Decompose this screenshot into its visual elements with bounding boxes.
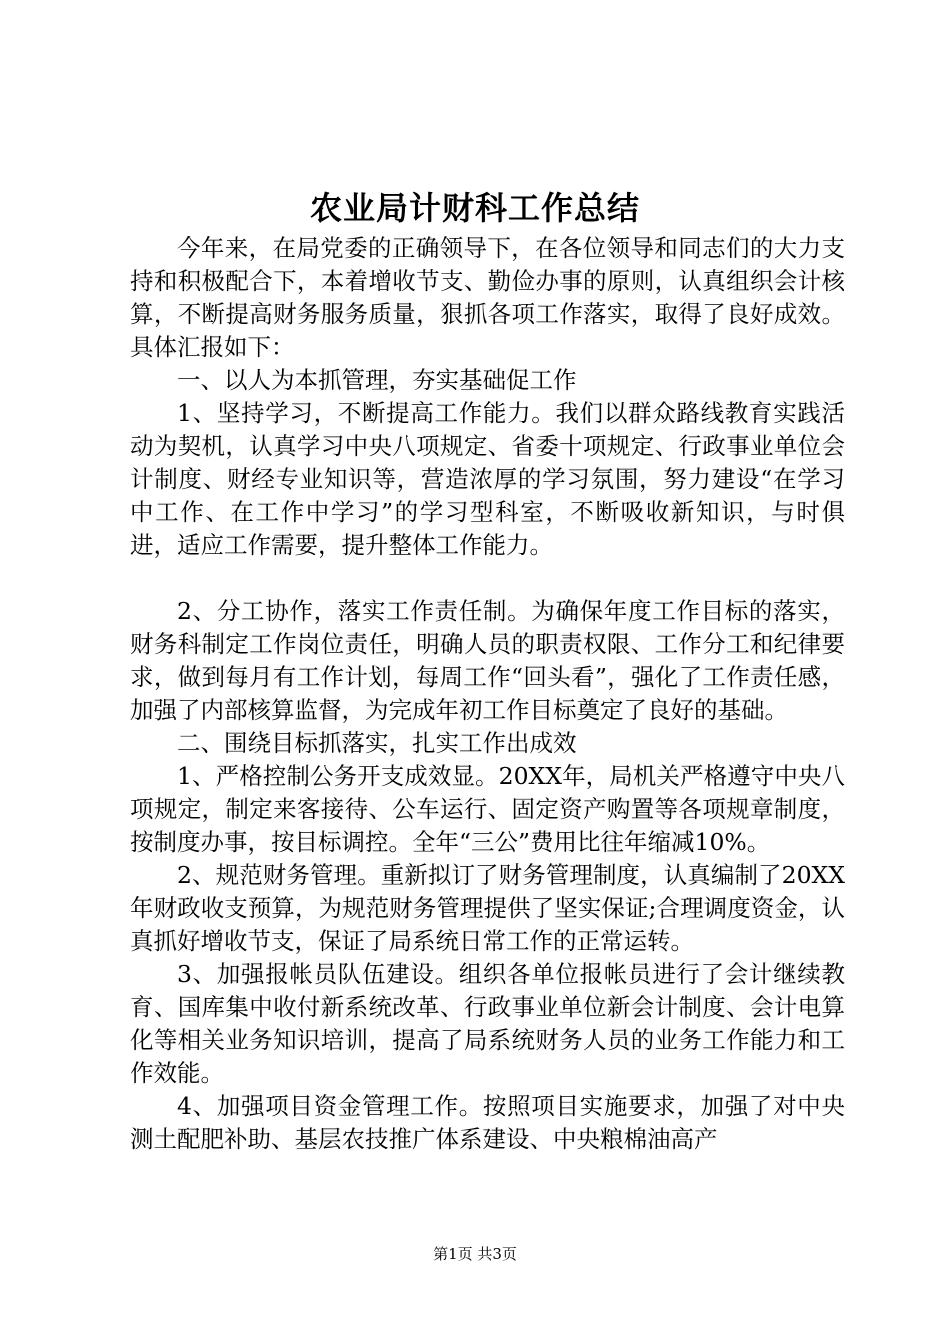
paragraph-responsibility: 2、分工协作，落实工作责任制。为确保年度工作目标的落实，财务科制定工作岗位责任，明确人员的职责权限、工作分工和纪律要求，做到每月有工作计划，每周工作“回头看”，强化了工作责任感，加强了内部核算监督，为完成年初工作目标奠定了良好的基础。 — [130, 597, 845, 724]
paragraph-study: 1、坚持学习，不断提高工作能力。我们以群众路线教育实践活动为契机，认真学习中央八项规定、省委十项规定、行政事业单位会计制度、财经专业知识等，营造浓厚的学习氛围，努力建设“在学习中工作、在工作中学习”的学习型科室，不断吸收新知识，与时俱进，适应工作需要，提升整体工作能力。 — [130, 399, 845, 559]
document-body — [130, 232, 845, 1156]
page-indicator: 第1页 共3页 — [433, 1245, 517, 1263]
section-heading-1: 一、以人为本抓管理，夯实基础促工作 — [177, 366, 577, 394]
paragraph-accountant-team: 3、加强报帐员队伍建设。组织各单位报帐员进行了会计继续教育、国库集中收付新系统改革、行政事业单位新会计制度、会计电算化等相关业务知识培训，提高了局系统财务人员的业务工作能力和工作效能。 — [130, 960, 845, 1087]
paragraph-expense-control: 1、严格控制公务开支成效显。20XX年，局机关严格遵守中央八项规定，制定来客接待、公车运行、固定资产购置等各项规章制度，按制度办事，按目标调控。全年“三公”费用比往年缩减10%。 — [130, 762, 845, 856]
document-title: 农业局计财科工作总结 — [309, 189, 640, 227]
intro-paragraph: 今年来，在局党委的正确领导下，在各位领导和同志们的大力支持和积极配合下，本着增收节支、勤俭办事的原则，认真组织会计核算，不断提高财务服务质量，狠抓各项工作落实，取得了良好成效。具体汇报如下： — [130, 234, 845, 361]
paragraph-finance-management: 2、规范财务管理。重新拟订了财务管理制度，认真编制了20XX年财政收支预算，为规范财务管理提供了坚实保证;合理调度资金，认真抓好增收节支，保证了局系统日常工作的正常运转。 — [130, 861, 845, 955]
section-heading-2: 二、围绕目标抓落实，扎实工作出成效 — [177, 729, 577, 757]
paragraph-project-funds: 4、加强项目资金管理工作。按照项目实施要求，加强了对中央测土配肥补助、基层农技推广体系建设、中央粮棉油高产 — [130, 1092, 845, 1153]
